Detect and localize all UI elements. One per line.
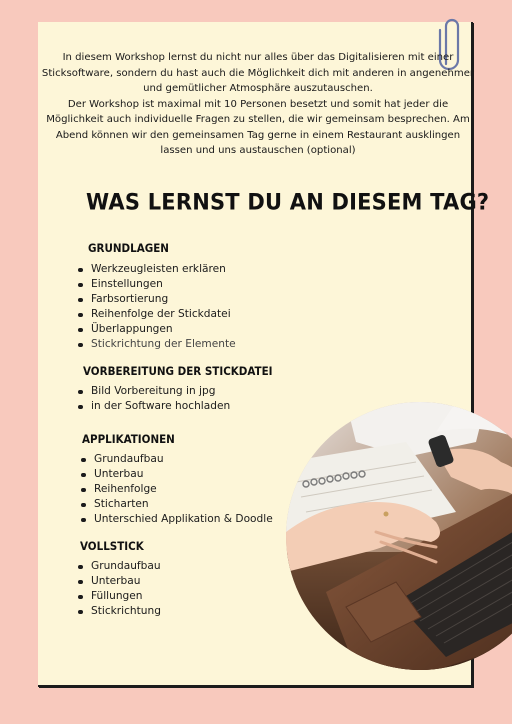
list-item: Stickrichtung: [78, 604, 161, 619]
list-item: Reihenfolge: [81, 482, 273, 497]
intro-paragraph-2: Der Workshop ist maximal mit 10 Personen besetzt und somit hat jeder die Möglichkeit auch individuelle Fragen zu stellen, die wir gemeinsam besprechen. Am Abend können wir den gemeinsamen Tag gerne in einem Restaurant ausklingen lassen und uns austauschen (optional): [46, 98, 470, 156]
list-item: Überlappungen: [78, 322, 236, 337]
list-item: Einstellungen: [78, 277, 236, 292]
list-item: Sticharten: [81, 497, 273, 512]
list-item: Stickrichtung der Elemente: [78, 337, 236, 352]
intro-paragraph-1: In diesem Workshop lernst du nicht nur alles über das Digitalisieren mit einer Sticksoftware, sondern du hast auch die Möglichkeit dich mit anderen in angenehmer und gemütlicher Atmosphäre auszutauschen.: [41, 52, 475, 94]
list-item: Bild Vorbereitung in jpg: [78, 384, 230, 399]
section-title-grundlagen: GRUNDLAGEN: [88, 241, 169, 255]
list-item: Grundaufbau: [81, 452, 273, 467]
list-item: Unterschied Applikation & Doodle: [81, 512, 273, 527]
list-applikationen: [81, 452, 273, 527]
list-vorbereitung: [78, 384, 230, 414]
list-item: Reihenfolge der Stickdatei: [78, 307, 236, 322]
list-item: in der Software hochladen: [78, 399, 230, 414]
section-title-vorbereitung: VORBEREITUNG DER STICKDATEI: [83, 364, 273, 378]
main-title: WAS LERNST DU AN DIESEM TAG?: [86, 189, 490, 215]
list-item: Unterbau: [78, 574, 161, 589]
list-item: Unterbau: [81, 467, 273, 482]
list-item: Farbsortierung: [78, 292, 236, 307]
list-item: Werkzeugleisten erklären: [78, 262, 236, 277]
section-title-vollstick: VOLLSTICK: [80, 539, 144, 553]
intro-text: [40, 50, 476, 159]
list-item: Grundaufbau: [78, 559, 161, 574]
list-vollstick: [78, 559, 161, 619]
section-title-applikationen: APPLIKATIONEN: [82, 432, 175, 446]
list-grundlagen: [78, 262, 236, 352]
list-item: Füllungen: [78, 589, 161, 604]
